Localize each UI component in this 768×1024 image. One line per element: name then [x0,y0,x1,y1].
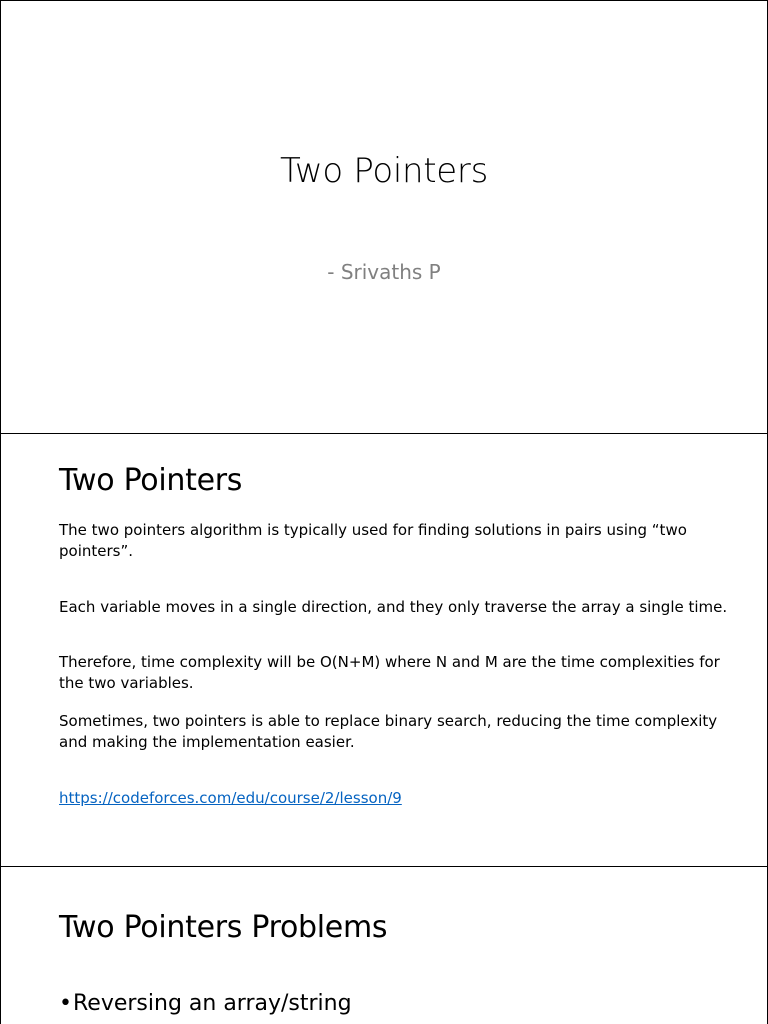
slide-heading: Two Pointers Problems [59,910,388,945]
paragraph-binary-search: Sometimes, two pointers is able to replace binary search, reducing the time complexity and making the implementation easier. [59,712,718,751]
slide-heading: Two Pointers [59,463,243,498]
paragraph-complexity: Therefore, time complexity will be O(N+M) where N and M are the time complexities for the two variables. [59,653,720,692]
bullet-point-icon: • [59,991,72,1016]
paragraph-definition: The two pointers algorithm is typically used for finding solutions in pairs using “two pointers”. [59,521,687,560]
intro-slide [0,433,768,867]
bullet-text: Reversing an array/string [73,991,352,1016]
paragraph-movement: Each variable moves in a single direction, and they only traverse the array a single time. [59,598,728,616]
bullet-item [59,989,352,1019]
presentation-title: Two Pointers [280,151,488,191]
presentation-author: - Srivaths P [327,260,441,284]
problems-slide [0,866,768,1024]
codeforces-link[interactable]: https://codeforces.com/edu/course/2/lesson/9 [59,789,402,807]
title-slide [0,0,768,434]
